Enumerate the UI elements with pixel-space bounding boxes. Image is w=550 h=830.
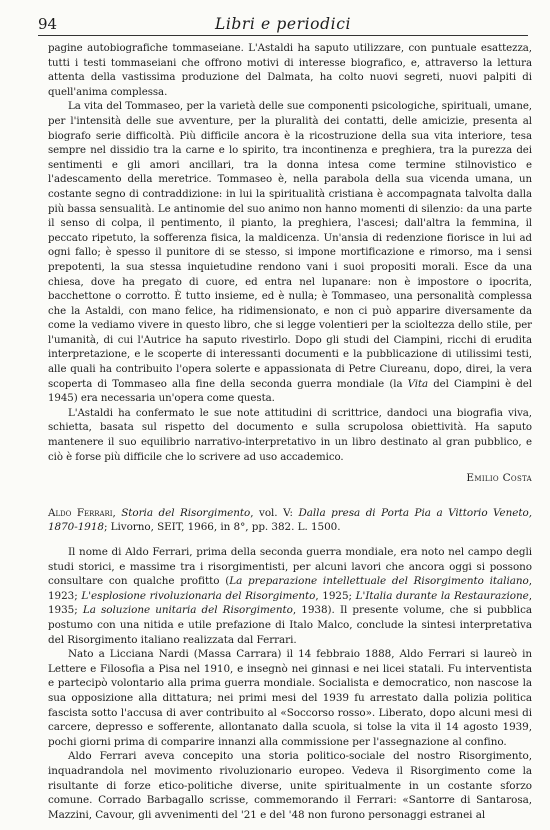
review2-paragraph-3: Aldo Ferrari aveva concepito una storia politico-sociale del nostro Risorgimento, inquadrandola nel movimento rivoluzionario europeo. Vedeva il Risorgimento come la risultante di forze etico-politiche diverse, unite spiritualmente in un costante sforzo comune. Corrado Barbagallo scrisse, commemorando il Ferrari: «Santorre di Santarosa, Mazzini, Cavour, gli avvenimenti del '21 e del '48 non furono personaggi estranei al: [48, 750, 532, 821]
book-title: Storia del Risorgimento: [121, 506, 251, 519]
review2-paragraph-1: Il nome di Aldo Ferrari, prima della seconda guerra mondiale, era noto nel campo degli studi storici, e massime tra i risorgimentisti, per alcuni lavori che ancora oggi si possono consultare con qualche profitto (La preparazione intellettuale del Risorgimento italiano, 1923; L'esplosione rivoluzionaria del Risorgimento, 1925; L'Italia durante la Restaurazione, 1935; La soluzione unitaria del Risorgimento, 1938). Il presente volume, che si pubblica postumo con una nitida e utile prefazione di Italo Malco, conclude la sintesi interpretativa del Risorgimento italiano realizzata dal Ferrari.: [48, 546, 533, 646]
page-number: 94: [38, 15, 58, 33]
review1-signature: Emilio Costa: [466, 472, 532, 485]
review-tommaseo: [48, 42, 532, 486]
section-gap: [48, 486, 532, 506]
running-header: [38, 13, 528, 36]
book-author: Aldo Ferrari: [48, 506, 113, 519]
review-ferrari: [48, 506, 532, 822]
bibliographic-entry: Aldo Ferrari, Storia del Risorgimento, vol. V: Dalla presa di Porta Pia a Vittorio Veneto, 1870-1918; Livorno, SEIT, 1966, in 8°, pp. 382. L. 1500.: [48, 506, 532, 534]
review1-paragraph-1: pagine autobiografiche tommaseiane. L'Astaldi ha saputo utilizzare, con puntuale esattezza, tutti i testi tommaseiani che offrono motivi di interesse biografico, e, attraverso la lettura attenta della vastissima produzione del Dalmata, ha colto nuovi segreti, nuovi palpiti di quell'anima complessa.: [48, 43, 532, 98]
page-body: [48, 42, 532, 822]
review1-paragraph-2: La vita del Tommaseo, per la varietà delle sue componenti psicologiche, spirituali, umane, per l'intensità delle sue avventure, per la pluralità dei contatti, delle amicizie, presenta al biografo serie difficoltà. Più difficile ancora è la ricostruzione della sua vita interiore, tesa sempre nel dissidio tra la carne e lo spirito, tra incontinenza e preghiera, tra la purezza dei sentimenti e gli amori ancillari, tra la donna intesa come termine stilnovistico e l'adescamento della meretrice. Tommaseo è, nella parabola della sua vicenda umana, un costante segno di contraddizione: in lui la spiritualità cristiana è accompagnata talvolta dalla più bassa sensualità. Le antinomie del suo animo non hanno momenti di silenzio: da una parte il senso di colpa, il pentimento, il pianto, la preghiera, l'ascesi; dall'altra la femmina, il peccato ripetuto, la sofferenza fisica, la maldicenza. Un'ansia di redenzione fiorisce in lui ad ogni fallo; è spesso il punitore di se stesso, si impone mortificazione e rimorso, ma i sensi prepotenti, la sua stessa inquietudine rendono vani i suoi propositi morali. Esce da una chiesa, dove ha pregato di cuore, ed entra nel lupanare: non è impostore o ipocrita, bacchettone o corrotto. È tutto insieme, ed è nulla; è Tommaseo, una personalità complessa che la Astaldi, con mano felice, ha ridimensionato, e non ci può apparire diversamente da come la vediamo vivere in questo libro, che si legge volentieri per la scioltezza dello stile, per l'umanità, di cui l'Autrice ha saputo rivestirlo. Dopo gli studi del Ciampini, ricchi di erudita interpretazione, e le scoperte di interessanti documenti e la pubblicazione di utilissimi testi, alle quali ha contribuito l'opera solerte e appassionata di Petre Ciureanu, dopo, direi, la vera scoperta di Tommaseo alla fine della seconda guerra mondiale (la Vita del Ciampini è del 1945) era necessaria un'opera come questa.: [48, 101, 532, 405]
review2-paragraph-2: Nato a Licciana Nardi (Massa Carrara) il 14 febbraio 1888, Aldo Ferrari si laureò in Lettere e Filosofia a Pisa nel 1910, e insegnò nei ginnasi e nei licei statali. Fu interventista e partecipò volontario alla prima guerra mondiale. Socialista e democratico, non nascose la sua opposizione alla dittatura; nei primi mesi del 1939 fu arrestato dalla polizia politica fascista sotto l'accusa di aver contribuito al «Soccorso rosso». Liberato, dopo alcuni mesi di carcere, depresso e sofferente, allontanato dalla scuola, si tolse la vita il 14 agosto 1939, pochi giorni prima di comparire innanzi alla commissione per l'assegnazione al confino.: [48, 648, 532, 748]
book-publication-info: ; Livorno, SEIT, 1966, in 8°, pp. 382. L. 1500.: [103, 521, 341, 534]
running-title: Libri e periodici: [214, 15, 352, 33]
book-subtitle: Dalla presa di Porta Pia a Vittorio Veneto, 1870-1918: [48, 506, 532, 534]
review1-paragraph-3: L'Astaldi ha confermato le sue note attitudini di scrittrice, dandoci una biografia viva, schietta, basata sul rispetto del documento e sulla scrupolosa obiettività. Ha saputo mantenere il suo equilibrio narrativo-interpretativo in un libro destinato al gran pubblico, e ciò è forse più difficile che lo scrivere ad uso accademico.: [48, 407, 532, 463]
